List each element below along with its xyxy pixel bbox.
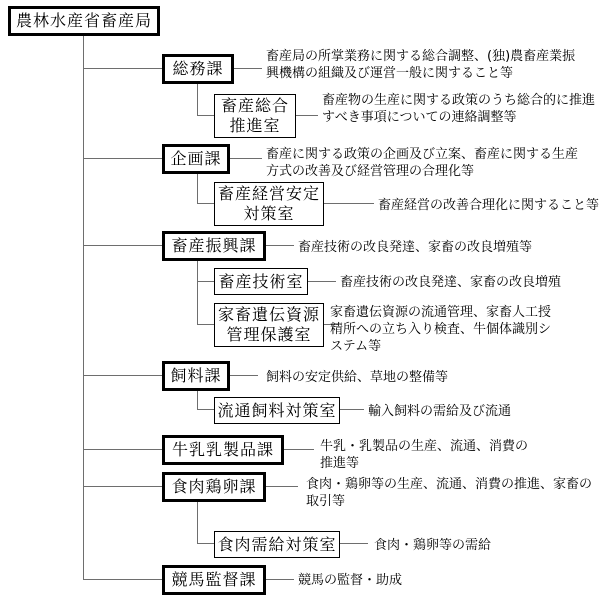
dept-box-livestock-promotion: 畜産振興課 [162, 231, 266, 261]
connector-main-spine [83, 36, 84, 580]
connector-branch-milk-dairy [84, 449, 162, 450]
connector-drop-general-affairs [197, 84, 198, 116]
desc-general-affairs: 畜産局の所掌業務に関する総合調整、(独)農畜産業振興機構の組織及び運営一般に関すること等 [266, 49, 576, 81]
dept-box-feed: 飼料課 [162, 361, 230, 391]
office-box-meat-supply-demand: 食肉需給対策室 [214, 531, 340, 558]
dept-box-planning: 企画課 [162, 144, 230, 174]
connector-stub-genetic-resources [197, 324, 214, 325]
connector-branch-livestock-promotion [84, 245, 162, 246]
connector-desc-milk-dairy [284, 449, 314, 450]
desc-management-stabilization: 畜産経営の改善合理化に関すること等 [378, 198, 600, 213]
desc-feed: 飼料の安定供給、草地の整備等 [266, 370, 449, 385]
connector-drop-planning [197, 174, 198, 204]
connector-branch-feed [84, 375, 162, 376]
office-box-livestock-technology: 畜産技術室 [214, 268, 308, 295]
connector-stub-management-stabilization [197, 203, 214, 204]
desc-livestock-promotion: 畜産技術の改良発達、家畜の改良増殖等 [298, 240, 533, 255]
connector-branch-general-affairs [84, 68, 162, 69]
office-box-comprehensive-promotion: 畜産総合推進室 [214, 94, 296, 138]
connector-stub-meat-supply-demand [197, 543, 214, 544]
connector-drop-feed [197, 391, 198, 410]
desc-milk-dairy: 牛乳・乳製品の生産、流通、消費の推進等 [320, 439, 529, 471]
desc-distribution-feed: 輸入飼料の需給及び流通 [368, 404, 512, 419]
office-box-distribution-feed: 流通飼料対策室 [214, 397, 340, 424]
desc-livestock-technology: 畜産技術の改良発達、家畜の改良増殖 [340, 275, 562, 290]
connector-desc-meat-supply-demand [340, 543, 368, 544]
connector-desc-distribution-feed [340, 409, 364, 410]
office-box-management-stabilization: 畜産経営安定対策室 [214, 182, 324, 226]
desc-genetic-resources: 家畜遺伝資源の流通管理、家畜人工授精所への立ち入り検査、牛個体識別システム等 [330, 305, 552, 354]
connector-desc-feed [230, 375, 258, 376]
desc-horse-racing: 競馬の監督・助成 [298, 573, 403, 588]
connector-desc-meat-egg [266, 486, 298, 487]
office-box-genetic-resources: 家畜遺伝資源管理保護室 [214, 303, 324, 347]
dept-box-meat-egg: 食肉鶏卵課 [162, 472, 266, 502]
connector-desc-general-affairs [234, 68, 262, 69]
connector-stub-comprehensive-promotion [197, 115, 214, 116]
desc-meat-supply-demand: 食肉・鶏卵等の需給 [374, 538, 492, 553]
dept-box-general-affairs: 総務課 [162, 54, 234, 84]
connector-stub-distribution-feed [197, 409, 214, 410]
desc-meat-egg: 食肉・鶏卵等の生産、流通、消費の推進、家畜の取引等 [306, 477, 593, 509]
dept-box-horse-racing-supervision: 競馬監督課 [162, 565, 266, 595]
connector-stub-livestock-technology [197, 281, 214, 282]
connector-branch-meat-egg [84, 486, 162, 487]
connector-drop-meat-egg [197, 502, 198, 544]
dept-box-milk-dairy: 牛乳乳製品課 [162, 435, 284, 465]
connector-desc-livestock-technology [308, 281, 336, 282]
desc-comprehensive-promotion: 畜産物の生産に関する政策のうち総合的に推進すべき事項についての連絡調整等 [322, 93, 596, 125]
connector-branch-horse-racing [84, 579, 162, 580]
connector-branch-planning [84, 158, 162, 159]
desc-planning: 畜産に関する政策の企画及び立案、畜産に関する生産方式の改善及び経営管理の合理化等 [266, 147, 579, 179]
connector-desc-horse-racing [266, 579, 294, 580]
connector-desc-livestock-promotion [266, 245, 294, 246]
connector-desc-planning [230, 158, 262, 159]
root-box-livestock-bureau: 農林水産省畜産局 [8, 6, 160, 36]
connector-desc-management-stabilization [324, 203, 374, 204]
connector-desc-comprehensive-promotion [296, 115, 318, 116]
connector-drop-livestock-promotion [197, 261, 198, 325]
